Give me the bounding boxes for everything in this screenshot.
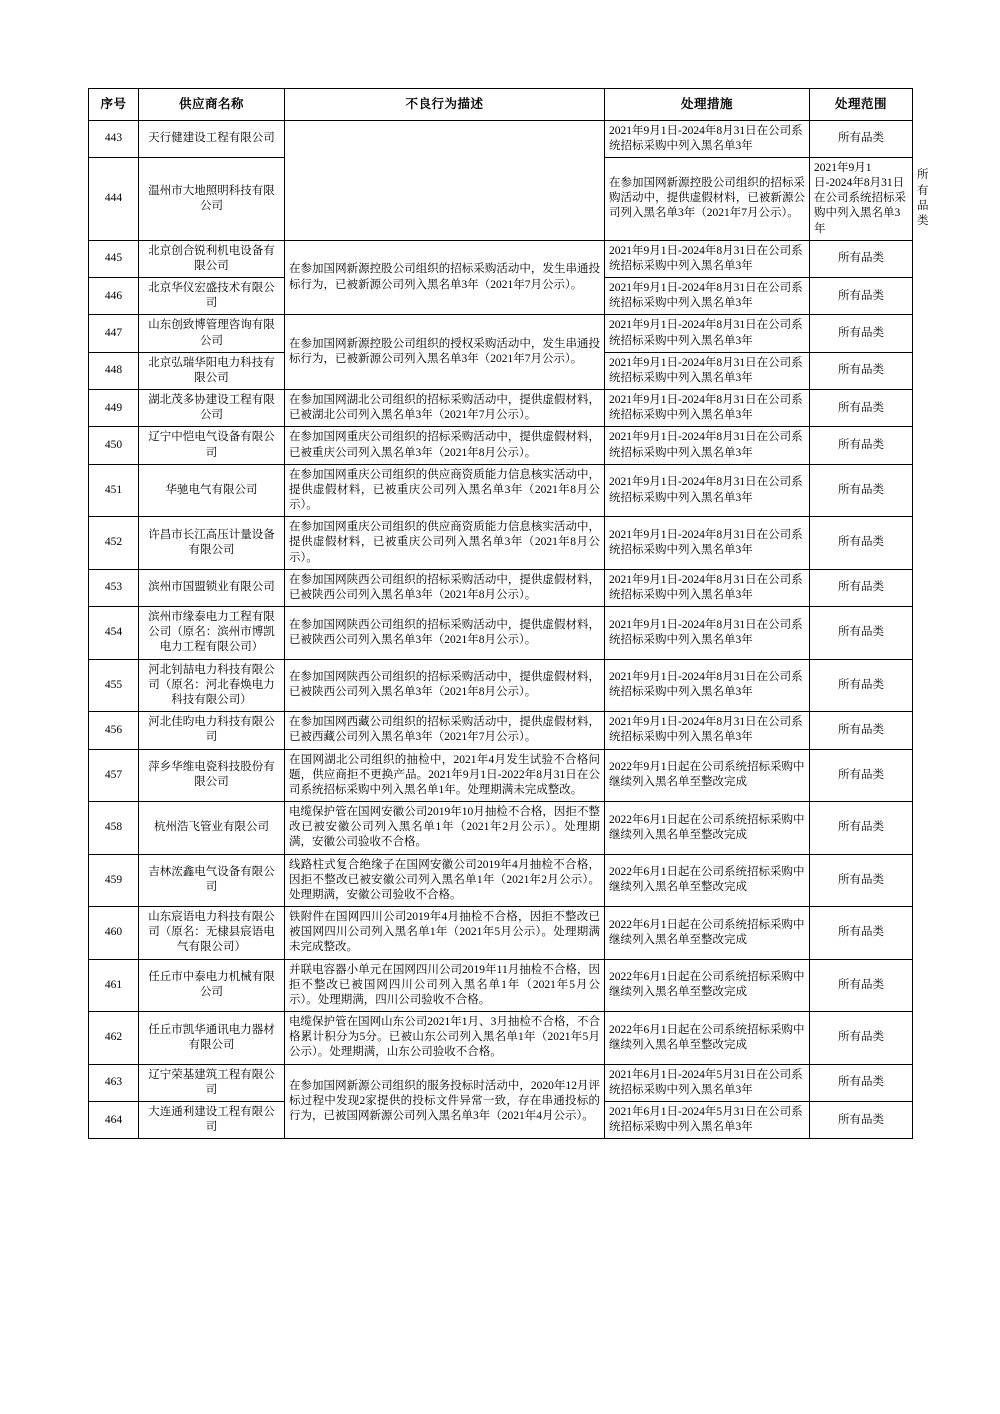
cell-measure: 2021年9月1日-2024年8月31日在公司系统招标采购中列入黑名单3年 bbox=[810, 157, 913, 240]
table-row bbox=[89, 749, 913, 802]
cell-index: 454 bbox=[89, 607, 139, 660]
table-row bbox=[89, 959, 913, 1012]
cell-index: 464 bbox=[89, 1101, 139, 1138]
table-header bbox=[89, 89, 913, 121]
cell-scope: 所有品类 bbox=[810, 712, 913, 749]
cell-scope: 所有品类 bbox=[810, 278, 913, 315]
cell-misconduct-description: 在参加国网新源公司组织的服务投标时活动中，2020年12月评标过程中发现2家提供的投标文件异常一致，存在串通投标的行为，已被国网新源公司列入黑名单3年（2021年4月公示）。 bbox=[285, 1064, 605, 1139]
cell-measure: 2021年6月1日-2024年5月31日在公司系统招标采购中列入黑名单3年 bbox=[605, 1064, 810, 1101]
cell-index: 444 bbox=[89, 157, 139, 240]
cell-index: 449 bbox=[89, 390, 139, 427]
cell-measure: 2022年6月1日起在公司系统招标采购中继续列入黑名单至整改完成 bbox=[605, 1012, 810, 1065]
cell-index: 459 bbox=[89, 854, 139, 907]
column-header-supplier-name: 供应商名称 bbox=[139, 89, 285, 121]
cell-index: 450 bbox=[89, 427, 139, 464]
cell-misconduct-description: 铁附件在国网四川公司2019年4月抽检不合格，因拒不整改已被国网四川公司列入黑名单1年（2021年5月公示）。处理期满未完成整改。 bbox=[285, 907, 605, 960]
cell-scope: 所有品类 bbox=[810, 959, 913, 1012]
cell-measure: 2022年6月1日起在公司系统招标采购中继续列入黑名单至整改完成 bbox=[605, 854, 810, 907]
table-row bbox=[89, 659, 913, 712]
table-row bbox=[89, 1064, 913, 1101]
cell-index: 458 bbox=[89, 802, 139, 855]
cell-measure: 2021年9月1日-2024年8月31日在公司系统招标采购中列入黑名单3年 bbox=[605, 120, 810, 157]
table-row bbox=[89, 464, 913, 517]
cell-misconduct-description: 在国网湖北公司组织的抽检中，2021年4月发生试验不合格问题，供应商拒不更换产品。2021年9月1日-2022年8月31日在公司系统招标采购中列入黑名单1年。处理期满未完成整改。 bbox=[285, 749, 605, 802]
cell-measure: 2021年9月1日-2024年8月31日在公司系统招标采购中列入黑名单3年 bbox=[605, 517, 810, 570]
table-row bbox=[89, 854, 913, 907]
cell-supplier-name: 滨州市缘泰电力工程有限公司（原名：滨州市博凯电力工程有限公司） bbox=[139, 607, 285, 660]
cell-supplier-name: 湖北茂多协建设工程有限公司 bbox=[139, 390, 285, 427]
table-row bbox=[89, 517, 913, 570]
cell-index: 447 bbox=[89, 315, 139, 352]
cell-index: 452 bbox=[89, 517, 139, 570]
column-header-measure: 处理措施 bbox=[605, 89, 810, 121]
cell-measure: 2021年9月1日-2024年8月31日在公司系统招标采购中列入黑名单3年 bbox=[605, 278, 810, 315]
cell-scope: 所有品类 bbox=[810, 907, 913, 960]
cell-index: 448 bbox=[89, 352, 139, 389]
table-row bbox=[89, 240, 913, 277]
table-row bbox=[89, 315, 913, 352]
cell-measure: 2021年9月1日-2024年8月31日在公司系统招标采购中列入黑名单3年 bbox=[605, 569, 810, 606]
cell-scope: 所有品类 bbox=[810, 659, 913, 712]
cell-scope: 所有品类 bbox=[810, 427, 913, 464]
cell-misconduct-description bbox=[285, 120, 605, 240]
cell-misconduct-description: 在参加国网西藏公司组织的招标采购活动中，提供虚假材料，已被西藏公司列入黑名单3年（2021年7月公示）。 bbox=[285, 712, 605, 749]
cell-supplier-name: 华驰电气有限公司 bbox=[139, 464, 285, 517]
column-header-misconduct-description: 不良行为描述 bbox=[285, 89, 605, 121]
cell-scope: 所有品类 bbox=[810, 352, 913, 389]
table-row bbox=[89, 427, 913, 464]
cell-misconduct-description: 在参加国网陕西公司组织的招标采购活动中，提供虚假材料，已被陕西公司列入黑名单3年（2021年8月公示）。 bbox=[285, 607, 605, 660]
cell-measure: 2021年9月1日-2024年8月31日在公司系统招标采购中列入黑名单3年 bbox=[605, 390, 810, 427]
table-row bbox=[89, 390, 913, 427]
cell-scope: 所有品类 bbox=[810, 607, 913, 660]
cell-supplier-name: 天行健建设工程有限公司 bbox=[139, 120, 285, 157]
cell-index: 456 bbox=[89, 712, 139, 749]
cell-supplier-name: 任丘市凯华通讯电力器材有限公司 bbox=[139, 1012, 285, 1065]
cell-measure: 2021年9月1日-2024年8月31日在公司系统招标采购中列入黑名单3年 bbox=[605, 240, 810, 277]
table-row bbox=[89, 802, 913, 855]
cell-supplier-name: 吉林浤鑫电气设备有限公司 bbox=[139, 854, 285, 907]
cell-index: 462 bbox=[89, 1012, 139, 1065]
cell-supplier-name: 北京弘瑞华阳电力科技有限公司 bbox=[139, 352, 285, 389]
cell-scope: 所有品类 bbox=[810, 120, 913, 157]
cell-misconduct-description: 在参加国网湖北公司组织的招标采购活动中，提供虚假材料，已被湖北公司列入黑名单3年（2021年7月公示）。 bbox=[285, 390, 605, 427]
cell-supplier-name: 萍乡华维电瓷科技股份有限公司 bbox=[139, 749, 285, 802]
cell-measure: 2021年9月1日-2024年8月31日在公司系统招标采购中列入黑名单3年 bbox=[605, 464, 810, 517]
cell-measure: 2022年6月1日起在公司系统招标采购中继续列入黑名单至整改完成 bbox=[605, 959, 810, 1012]
cell-misconduct-description: 在参加国网陕西公司组织的招标采购活动中，提供虚假材料，已被陕西公司列入黑名单3年（2021年8月公示）。 bbox=[285, 659, 605, 712]
table-row bbox=[89, 569, 913, 606]
table-row bbox=[89, 907, 913, 960]
cell-supplier-name: 温州市大地照明科技有限公司 bbox=[139, 157, 285, 240]
cell-measure: 2022年9月1日起在公司系统招标采购中继续列入黑名单至整改完成 bbox=[605, 749, 810, 802]
cell-scope: 所有品类 bbox=[810, 1064, 913, 1101]
cell-measure: 2021年9月1日-2024年8月31日在公司系统招标采购中列入黑名单3年 bbox=[605, 427, 810, 464]
cell-index: 451 bbox=[89, 464, 139, 517]
cell-measure: 2022年6月1日起在公司系统招标采购中继续列入黑名单至整改完成 bbox=[605, 907, 810, 960]
cell-supplier-name: 杭州浩飞管业有限公司 bbox=[139, 802, 285, 855]
cell-index: 463 bbox=[89, 1064, 139, 1101]
cell-index: 453 bbox=[89, 569, 139, 606]
cell-measure: 2021年9月1日-2024年8月31日在公司系统招标采购中列入黑名单3年 bbox=[605, 315, 810, 352]
cell-scope: 所有品类 bbox=[810, 390, 913, 427]
cell-misconduct-description: 在参加国网重庆公司组织的供应商资质能力信息核实活动中，提供虚假材料，已被重庆公司列入黑名单3年（2021年8月公示）。 bbox=[285, 517, 605, 570]
cell-supplier-name: 北京华仪宏盛技术有限公司 bbox=[139, 278, 285, 315]
cell-scope: 所有品类 bbox=[810, 240, 913, 277]
table-row bbox=[89, 1012, 913, 1065]
cell-supplier-name: 河北钊喆电力科技有限公司（原名：河北春焕电力科技有限公司） bbox=[139, 659, 285, 712]
cell-misconduct-description: 在参加国网重庆公司组织的供应商资质能力信息核实活动中，提供虚假材料，已被重庆公司列入黑名单3年（2021年8月公示）。 bbox=[285, 464, 605, 517]
cell-scope: 所有品类 bbox=[810, 1012, 913, 1065]
cell-supplier-name: 辽宁中恺电气设备有限公司 bbox=[139, 427, 285, 464]
cell-scope: 所有品类 bbox=[810, 749, 913, 802]
cell-supplier-name: 许昌市长江高压计量设备有限公司 bbox=[139, 517, 285, 570]
cell-misconduct-description: 在参加国网新源控股公司组织的授权采购活动中，发生串通投标行为，已被新源公司列入黑名单3年（2021年7月公示）。 bbox=[285, 315, 605, 390]
cell-supplier-name: 辽宁荣基建筑工程有限公司 bbox=[139, 1064, 285, 1101]
cell-measure: 2021年6月1日-2024年5月31日在公司系统招标采购中列入黑名单3年 bbox=[605, 1101, 810, 1138]
cell-scope: 所有品类 bbox=[810, 802, 913, 855]
column-header-index: 序号 bbox=[89, 89, 139, 121]
cell-scope: 所有品类 bbox=[810, 1101, 913, 1138]
cell-index: 457 bbox=[89, 749, 139, 802]
cell-index: 445 bbox=[89, 240, 139, 277]
table-body bbox=[89, 120, 929, 1139]
cell-supplier-name: 滨州市国盟锁业有限公司 bbox=[139, 569, 285, 606]
cell-measure: 2021年9月1日-2024年8月31日在公司系统招标采购中列入黑名单3年 bbox=[605, 607, 810, 660]
cell-supplier-name: 大连通利建设工程有限公司 bbox=[139, 1101, 285, 1138]
cell-scope: 所有品类 bbox=[810, 569, 913, 606]
cell-supplier-name: 山东宸语电力科技有限公司（原名：无棣县宸语电气有限公司） bbox=[139, 907, 285, 960]
cell-misconduct-description: 在参加国网新源控股公司组织的招标采购活动中，提供虚假材料，已被新源公司列入黑名单3年（2021年7月公示）。 bbox=[605, 157, 810, 240]
cell-supplier-name: 北京创合锐利机电设备有限公司 bbox=[139, 240, 285, 277]
cell-supplier-name: 河北佳昀电力科技有限公司 bbox=[139, 712, 285, 749]
cell-misconduct-description: 在参加国网重庆公司组织的招标采购活动中，提供虚假材料，已被重庆公司列入黑名单3年（2021年8月公示）。 bbox=[285, 427, 605, 464]
cell-index: 460 bbox=[89, 907, 139, 960]
cell-supplier-name: 任丘市中泰电力机械有限公司 bbox=[139, 959, 285, 1012]
table-header-row bbox=[89, 89, 913, 121]
cell-measure: 2022年6月1日起在公司系统招标采购中继续列入黑名单至整改完成 bbox=[605, 802, 810, 855]
cell-measure: 2021年9月1日-2024年8月31日在公司系统招标采购中列入黑名单3年 bbox=[605, 659, 810, 712]
cell-misconduct-description: 在参加国网陕西公司组织的招标采购活动中，提供虚假材料，已被陕西公司列入黑名单3年（2021年8月公示）。 bbox=[285, 569, 605, 606]
cell-index: 446 bbox=[89, 278, 139, 315]
table-row bbox=[89, 712, 913, 749]
cell-measure: 2021年9月1日-2024年8月31日在公司系统招标采购中列入黑名单3年 bbox=[605, 352, 810, 389]
cell-scope: 所有品类 bbox=[810, 464, 913, 517]
cell-index: 461 bbox=[89, 959, 139, 1012]
table-row bbox=[89, 607, 913, 660]
column-header-scope: 处理范围 bbox=[810, 89, 913, 121]
cell-misconduct-description: 在参加国网新源控股公司组织的招标采购活动中，发生串通投标行为，已被新源公司列入黑名单3年（2021年7月公示）。 bbox=[285, 240, 605, 315]
supplier-misconduct-table bbox=[88, 88, 929, 1139]
cell-index: 455 bbox=[89, 659, 139, 712]
cell-misconduct-description: 线路柱式复合绝缘子在国网安徽公司2019年4月抽检不合格，因拒不整改已被安徽公司列入黑名单1年（2021年2月公示）。处理期满，安徽公司验收不合格。 bbox=[285, 854, 605, 907]
cell-misconduct-description: 并联电容器小单元在国网四川公司2019年11月抽检不合格，因拒不整改已被国网四川公司列入黑名单1年（2021年5月公示）。处理期满，四川公司验收不合格。 bbox=[285, 959, 605, 1012]
cell-scope: 所有品类 bbox=[810, 854, 913, 907]
cell-scope: 所有品类 bbox=[810, 315, 913, 352]
cell-supplier-name: 山东创致博管理咨询有限公司 bbox=[139, 315, 285, 352]
cell-scope: 所有品类 bbox=[810, 517, 913, 570]
cell-misconduct-description: 电缆保护管在国网安徽公司2019年10月抽检不合格，因拒不整改已被安徽公司列入黑名单1年（2021年2月公示）。处理期满，安徽公司验收不合格。 bbox=[285, 802, 605, 855]
table-row bbox=[89, 120, 913, 157]
cell-misconduct-description: 电缆保护管在国网山东公司2021年1月、3月抽检不合格，不合格累计积分为5分。已被山东公司列入黑名单1年（2021年5月公示）。处理期满，山东公司验收不合格。 bbox=[285, 1012, 605, 1065]
table-row: 444 温州市大地照明科技有限公司 在参加国网新源控股公司组织的招标采购活动中，提供虚假材料，已被新源公司列入黑名单3年（2021年7月公示）。 2021年9月1日-2024年8月31日在公司系统招标采购中列入黑名单3年 所有品类 bbox=[89, 157, 913, 240]
cell-measure: 2021年9月1日-2024年8月31日在公司系统招标采购中列入黑名单3年 bbox=[605, 712, 810, 749]
cell-index: 443 bbox=[89, 120, 139, 157]
